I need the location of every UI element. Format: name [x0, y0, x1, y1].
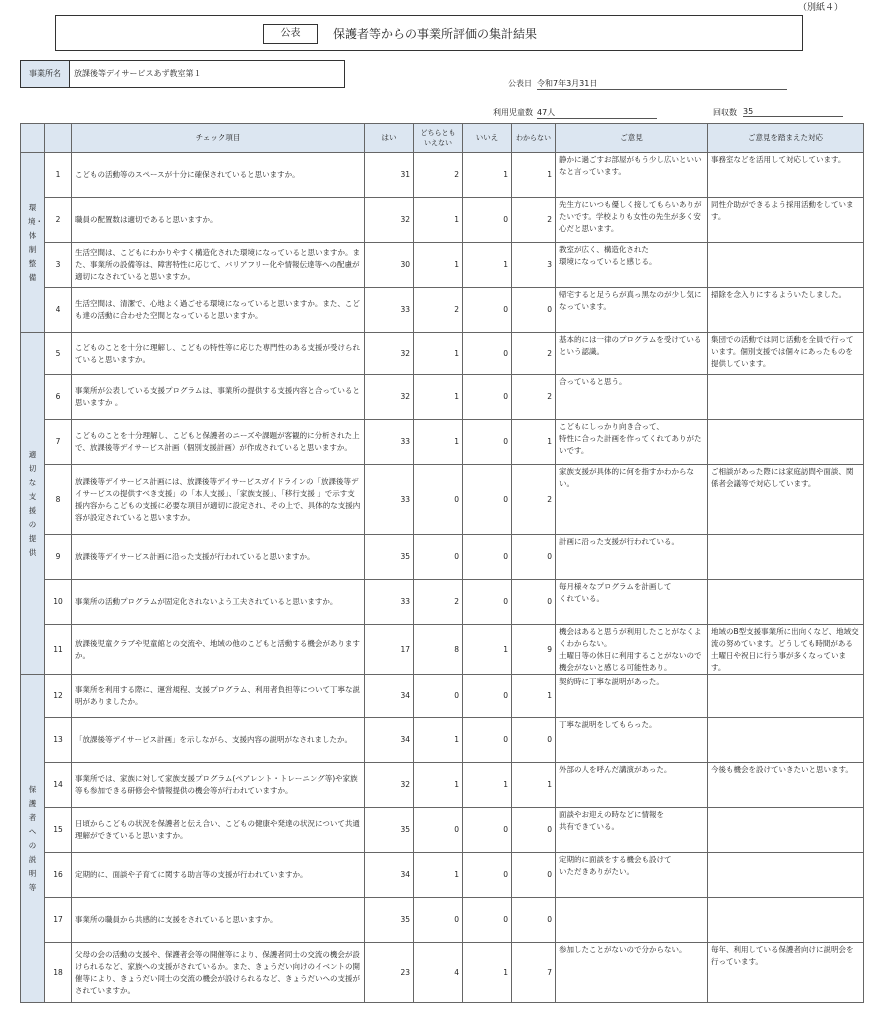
- count-unknown: 2: [512, 333, 556, 375]
- header-yes: はい: [365, 124, 414, 153]
- opinion-text: 合っていると思う。: [556, 375, 708, 420]
- opinion-text: 教室が広く、構造化された 環境になっていると感じる。: [556, 243, 708, 288]
- count-neither: 0: [414, 465, 463, 535]
- table-row: [21, 198, 864, 243]
- response-text: [708, 580, 864, 625]
- opinion-text: 基本的には一律のプログラムを受けているという認識。: [556, 333, 708, 375]
- count-yes: 30: [365, 243, 414, 288]
- count-no: 0: [463, 898, 512, 943]
- opinion-text: 定期的に面談をする機会も設けて いただきありがたい。: [556, 853, 708, 898]
- count-yes: 32: [365, 763, 414, 808]
- count-yes: 35: [365, 898, 414, 943]
- users-value: 47人: [537, 107, 657, 119]
- opinion-text: 参加したことがないので分からない。: [556, 943, 708, 1003]
- count-no: 0: [463, 718, 512, 763]
- response-text: [708, 675, 864, 718]
- item-number: 11: [45, 625, 72, 675]
- count-yes: 31: [365, 153, 414, 198]
- response-text: 集団での活動では同じ活動を全員で行っています。個別支援では個々にあったものを提供しています。: [708, 333, 864, 375]
- response-text: 毎年、利用している保護者向けに説明会を行っています。: [708, 943, 864, 1003]
- table-row: [21, 675, 864, 718]
- count-neither: 0: [414, 675, 463, 718]
- table-row: [21, 625, 864, 675]
- publication-label: 公表: [263, 24, 318, 44]
- count-neither: 1: [414, 333, 463, 375]
- table-row: [21, 898, 864, 943]
- check-item: 事業所の活動プログラムが固定化されないよう工夫されていると思いますか。: [72, 580, 365, 625]
- item-number: 13: [45, 718, 72, 763]
- response-text: [708, 808, 864, 853]
- item-number: 4: [45, 288, 72, 333]
- response-text: 掃除を念入りにするよういたしました。: [708, 288, 864, 333]
- count-no: 0: [463, 198, 512, 243]
- count-unknown: 1: [512, 420, 556, 465]
- check-item: 放課後等デイサービス計画には、放課後等デイサービスガイドラインの「放課後等デイサービスの提供すべき支援」の「本人支援」、「家族支援」、「移行支援 」で示す支援内容からこどもの支援に必要な項目が適切に設定され、その上で、具体的な支援内容が設定されていると思いますか。: [72, 465, 365, 535]
- opinion-text: 面談やお迎えの時などに情報を 共有できている。: [556, 808, 708, 853]
- count-yes: 17: [365, 625, 414, 675]
- count-unknown: 0: [512, 535, 556, 580]
- item-number: 14: [45, 763, 72, 808]
- table-row: [21, 718, 864, 763]
- responses-label: 回収数: [713, 108, 737, 117]
- check-item: 日頃からこどもの状況を保護者と伝え合い、こどもの健康や発達の状況について共通理解ができていると思いますか。: [72, 808, 365, 853]
- item-number: 7: [45, 420, 72, 465]
- category-label: 環境・体制整備: [28, 202, 43, 282]
- response-text: [708, 718, 864, 763]
- count-no: 0: [463, 853, 512, 898]
- count-yes: 32: [365, 375, 414, 420]
- count-no: 1: [463, 625, 512, 675]
- count-yes: 34: [365, 853, 414, 898]
- count-unknown: 0: [512, 580, 556, 625]
- check-item: 事業所の職員から共感的に支援をされていると思いますか。: [72, 898, 365, 943]
- count-unknown: 1: [512, 153, 556, 198]
- count-yes: 33: [365, 420, 414, 465]
- response-text: 事務室などを活用して対応しています。: [708, 153, 864, 198]
- opinion-text: 機会はあると思うが利用したことがなくよくわからない。 土曜日等の休日に利用することがないので機会がないと感じる可能性あり。: [556, 625, 708, 675]
- count-neither: 1: [414, 853, 463, 898]
- item-number: 8: [45, 465, 72, 535]
- count-no: 1: [463, 943, 512, 1003]
- table-row: [21, 853, 864, 898]
- header-check-item: チェック項目: [72, 124, 365, 153]
- response-text: [708, 898, 864, 943]
- item-number: 2: [45, 198, 72, 243]
- opinion-text: 家族支援が具体的に何を指すかわからない。: [556, 465, 708, 535]
- item-number: 3: [45, 243, 72, 288]
- table-row: [21, 465, 864, 535]
- response-text: 地域のB型支援事業所に出向くなど、地域交流の努めています。どうしても時間がある土曜日や祝日に行う事が多くなっています。: [708, 625, 864, 675]
- response-text: [708, 535, 864, 580]
- count-neither: 2: [414, 153, 463, 198]
- opinion-text: 外部の人を呼んだ講演があった。: [556, 763, 708, 808]
- count-unknown: 0: [512, 718, 556, 763]
- opinion-text: 丁寧な説明をしてもらった。: [556, 718, 708, 763]
- check-item: こどもの活動等のスペースが十分に確保されていると思いますか。: [72, 153, 365, 198]
- table-row: [21, 580, 864, 625]
- count-yes: 33: [365, 580, 414, 625]
- count-yes: 32: [365, 333, 414, 375]
- count-neither: 1: [414, 763, 463, 808]
- count-unknown: 2: [512, 375, 556, 420]
- count-neither: 0: [414, 535, 463, 580]
- count-neither: 1: [414, 420, 463, 465]
- table-row: [21, 943, 864, 1003]
- count-yes: 34: [365, 675, 414, 718]
- count-yes: 33: [365, 288, 414, 333]
- count-no: 0: [463, 288, 512, 333]
- count-yes: 23: [365, 943, 414, 1003]
- count-unknown: 7: [512, 943, 556, 1003]
- check-item: 生活空間は、清潔で、心地よく過ごせる環境になっていると思いますか。また、こども達の活動に合わせた空間となっていると思いますか。: [72, 288, 365, 333]
- response-text: [708, 420, 864, 465]
- category-label: 保護者への説明等: [28, 784, 37, 892]
- check-item: 事業所では、家族に対して家族支援プログラム(ペアレント・トレーニング等)や家族等も参加できる研修会や情報提供の機会等が行われていますか。: [72, 763, 365, 808]
- count-neither: 2: [414, 580, 463, 625]
- count-neither: 1: [414, 718, 463, 763]
- check-item: 「放課後等デイサービス計画」を示しながら、支援内容の説明がなされましたか。: [72, 718, 365, 763]
- office-name-label: 事業所名: [20, 60, 70, 88]
- users-label: 利用児童数: [493, 108, 533, 117]
- count-no: 0: [463, 535, 512, 580]
- item-number: 16: [45, 853, 72, 898]
- count-no: 0: [463, 580, 512, 625]
- item-number: 1: [45, 153, 72, 198]
- count-unknown: 0: [512, 288, 556, 333]
- item-number: 6: [45, 375, 72, 420]
- count-neither: 1: [414, 243, 463, 288]
- count-no: 0: [463, 465, 512, 535]
- count-neither: 0: [414, 808, 463, 853]
- date-value: 令和7年3月31日: [537, 78, 787, 90]
- response-text: [708, 243, 864, 288]
- table-row: [21, 153, 864, 198]
- count-unknown: 0: [512, 898, 556, 943]
- check-item: 事業所を利用する際に、運営規程、支援プログラム、利用者負担等について丁寧な説明がありましたか。: [72, 675, 365, 718]
- check-item: 生活空間は、こどもにわかりやすく構造化された環境になっていると思いますか。また、事業所の設備等は、障害特性に応じて、バリアフリー化や情報伝達等への配慮が適切になされていると思いますか。: [72, 243, 365, 288]
- check-item: 定期的に、面談や子育てに関する助言等の支援が行われていますか。: [72, 853, 365, 898]
- response-text: 同性介助ができるよう採用活動をしています。: [708, 198, 864, 243]
- category-cell: [21, 153, 45, 333]
- count-no: 0: [463, 808, 512, 853]
- category-label: 適切な支援の提供: [28, 449, 37, 557]
- table-row: [21, 333, 864, 375]
- category-cell: [21, 333, 45, 675]
- check-item: 放課後児童クラブや児童館との交流や、地域の他のこどもと活動する機会がありますか。: [72, 625, 365, 675]
- count-yes: 34: [365, 718, 414, 763]
- check-item: こどものことを十分に理解し、こどもの特性等に応じた専門性のある支援が受けられていると思いますか。: [72, 333, 365, 375]
- count-neither: 4: [414, 943, 463, 1003]
- item-number: 18: [45, 943, 72, 1003]
- count-no: 1: [463, 763, 512, 808]
- check-item: 事業所が公表している支援プログラムは、事業所の提供する支援内容と合っていると思いますか 。: [72, 375, 365, 420]
- count-neither: 1: [414, 375, 463, 420]
- header-no: いいえ: [463, 124, 512, 153]
- count-neither: 0: [414, 898, 463, 943]
- evaluation-table: [20, 123, 864, 1003]
- check-item: こどものことを十分理解し、こどもと保護者のニーズや課題が客観的に分析された上で、放課後等デイサービス計画（個別支援計画）が作成されていると思いますか。: [72, 420, 365, 465]
- item-number: 12: [45, 675, 72, 718]
- count-yes: 35: [365, 808, 414, 853]
- page-title: 保護者等からの事業所評価の集計結果: [333, 27, 538, 41]
- count-no: 1: [463, 243, 512, 288]
- office-name-value: 放課後等デイサービスあず教室第１: [69, 60, 345, 88]
- count-neither: 1: [414, 198, 463, 243]
- count-no: 0: [463, 333, 512, 375]
- header-unknown: わからない: [512, 124, 556, 153]
- check-item: 父母の会の活動の支援や、保護者会等の開催等により、保護者同士の交流の機会が設けられるなど、家族への支援がされているか。また、きょうだい向けのイベントの開催等により、きょうだい同士の交流の機会が設けられるなど、きょうだいへの支援がされていますか。: [72, 943, 365, 1003]
- table-row: [21, 243, 864, 288]
- check-item: 職員の配置数は適切であると思いますか。: [72, 198, 365, 243]
- count-unknown: 2: [512, 198, 556, 243]
- opinion-text: 毎月様々なプログラムを計画して くれている。: [556, 580, 708, 625]
- category-cell: [21, 675, 45, 1003]
- opinion-text: 契約時に丁寧な説明があった。: [556, 675, 708, 718]
- count-unknown: 3: [512, 243, 556, 288]
- item-number: 9: [45, 535, 72, 580]
- count-neither: 8: [414, 625, 463, 675]
- item-number: 10: [45, 580, 72, 625]
- count-unknown: 2: [512, 465, 556, 535]
- attachment-label: （別紙４）: [797, 3, 843, 13]
- count-yes: 35: [365, 535, 414, 580]
- count-no: 0: [463, 675, 512, 718]
- count-no: 0: [463, 420, 512, 465]
- count-unknown: 0: [512, 808, 556, 853]
- opinion-text: 計画に沿った支援が行われている。: [556, 535, 708, 580]
- header-neither: どちらとも いえない: [414, 124, 463, 153]
- title-box: [55, 15, 803, 51]
- table-row: [21, 420, 864, 465]
- count-unknown: 1: [512, 763, 556, 808]
- count-yes: 32: [365, 198, 414, 243]
- date-label: 公表日: [508, 79, 532, 88]
- opinion-text: [556, 898, 708, 943]
- count-unknown: 0: [512, 853, 556, 898]
- response-text: [708, 853, 864, 898]
- table-row: [21, 535, 864, 580]
- check-item: 放課後等デイサービス計画に沿った支援が行われていると思いますか。: [72, 535, 365, 580]
- table-row: [21, 375, 864, 420]
- count-no: 0: [463, 375, 512, 420]
- item-number: 5: [45, 333, 72, 375]
- table-row: [21, 288, 864, 333]
- opinion-text: 静かに過ごすお部屋がもう少し広いといいなと言っています。: [556, 153, 708, 198]
- count-no: 1: [463, 153, 512, 198]
- item-number: 15: [45, 808, 72, 853]
- opinion-text: 帰宅すると足うらが真っ黒なのが少し気になっています。: [556, 288, 708, 333]
- count-unknown: 9: [512, 625, 556, 675]
- table-header-row: [21, 124, 864, 153]
- table-row: [21, 763, 864, 808]
- item-number: 17: [45, 898, 72, 943]
- opinion-text: こどもにしっかり向き合って、 特性に合った計画を作ってくれてありがたいです。: [556, 420, 708, 465]
- response-text: ご相談があった際には家庭訪問や面談、関係者会議等で対応しています。: [708, 465, 864, 535]
- count-unknown: 1: [512, 675, 556, 718]
- header-response: ご意見を踏まえた対応: [708, 124, 864, 153]
- response-text: 今後も機会を設けていきたいと思います。: [708, 763, 864, 808]
- count-neither: 2: [414, 288, 463, 333]
- responses-value: 35: [743, 107, 843, 117]
- opinion-text: 先生方にいつも優しく接してもらいありがたいです。学校よりも女性の先生が多く安心だと思います。: [556, 198, 708, 243]
- header-opinion: ご意見: [556, 124, 708, 153]
- count-yes: 33: [365, 465, 414, 535]
- response-text: [708, 375, 864, 420]
- table-row: [21, 808, 864, 853]
